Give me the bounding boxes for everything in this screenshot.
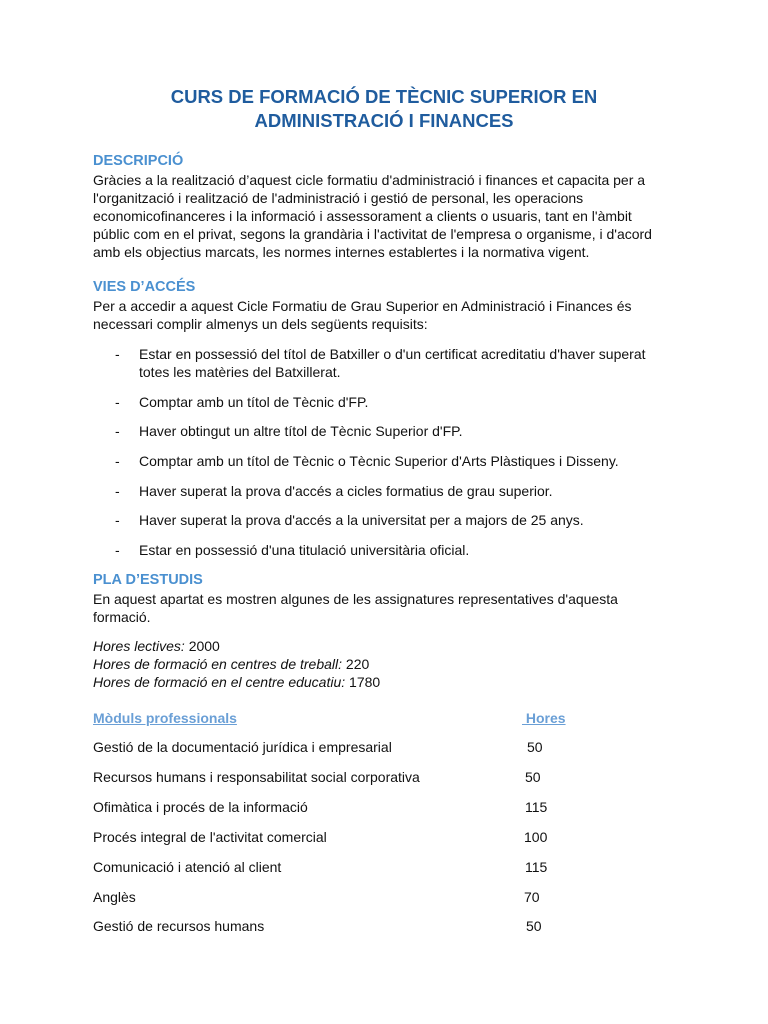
bullet-dash: - [115,483,120,499]
module-name: Comunicació i atenció al client [93,859,282,875]
bullet-dash: - [115,394,120,410]
hours-label: Hores lectives: [93,638,185,654]
section-heading-vies: VIES D’ACCÉS [93,279,196,295]
requirement-text: Haver superat la prova d'accés a cicles formatius de grau superior. [139,483,553,499]
module-hours: 70 [524,889,540,905]
bullet-dash: - [115,346,120,362]
hours-value: 2000 [188,638,220,654]
bullet-dash: - [115,423,120,439]
requirement-text: Estar en possessió d'una titulació universitària oficial. [139,542,470,558]
paragraph-line: Gràcies a la realització d’aquest cicle formatiu d'administració i finances et capacita per a [93,172,646,188]
paragraph-line: públic com en el privat, segons la grandària i l'activitat de l'empresa o organisme, i d'acord [93,226,652,242]
hours-summary-line [93,637,220,655]
bullet-dash: - [115,453,120,469]
requirement-text: Comptar amb un títol de Tècnic d'FP. [139,394,369,410]
paragraph-line: amb els objectius marcats, les normes internes establertes i la normativa vigent. [93,244,590,260]
bullet-dash: - [115,542,120,558]
module-name: Ofimàtica i procés de la informació [93,799,308,815]
table-header-modules: Mòduls professionals [93,710,237,726]
module-hours: 50 [527,739,543,755]
hours-summary-line [93,655,369,673]
descripcio-paragraph [93,171,673,261]
requirement-text: Comptar amb un títol de Tècnic o Tècnic Superior d'Arts Plàstiques i Disseny. [139,453,619,469]
hours-value: 1780 [349,674,381,690]
section-heading-pla: PLA D’ESTUDIS [93,572,203,588]
hours-value: 220 [345,656,370,672]
module-name: Anglès [93,889,136,905]
requirement-text: Haver obtingut un altre títol de Tècnic Superior d'FP. [139,423,463,439]
bullet-dash: - [115,512,120,528]
module-name: Procés integral de l'activitat comercial [93,829,327,845]
module-name: Gestió de recursos humans [93,918,265,934]
module-hours: 100 [524,829,548,845]
hours-label: Hores de formació en el centre educatiu: [93,674,346,690]
paragraph-line: necessari complir almenys un dels següents requisits: [93,316,428,332]
title-line-1: CURS DE FORMACIÓ DE TÈCNIC SUPERIOR EN [170,86,598,107]
vies-paragraph [93,297,673,333]
module-hours: 50 [525,769,541,785]
paragraph-line: economicofinanceres i la informació i assessorament a clients o usuaris, tant en l'àmbit [93,208,632,224]
module-name: Gestió de la documentació jurídica i empresarial [93,739,392,755]
requirement-text: Haver superat la prova d'accés a la universitat per a majors de 25 anys. [139,512,584,528]
module-hours: 50 [526,918,542,934]
requirement-text: totes les matèries del Batxillerat. [139,364,341,380]
hours-label: Hores de formació en centres de treball: [93,656,343,672]
module-hours: 115 [525,799,548,815]
module-hours: 115 [525,859,548,875]
document-title [0,85,768,133]
pla-paragraph [93,590,673,626]
paragraph-line: En aquest apartat es mostren algunes de les assignatures representatives d'aquesta [93,591,618,607]
table-header-hours: Hores [522,710,566,726]
paragraph-line: formació. [93,609,151,625]
requirement-text: Estar en possessió del títol de Batxiller o d'un certificat acreditatiu d'haver superat [139,346,646,362]
paragraph-line: Per a accedir a aquest Cicle Formatiu de Grau Superior en Administració i Finances és [93,298,632,314]
module-name: Recursos humans i responsabilitat social corporativa [93,769,420,785]
paragraph-line: l'organització i realització de l'administració i gestió de personal, les operacions [93,190,584,206]
title-line-2: ADMINISTRACIÓ I FINANCES [254,110,514,131]
hours-summary-line [93,673,380,691]
section-heading-descripcio: DESCRIPCIÓ [93,153,184,169]
